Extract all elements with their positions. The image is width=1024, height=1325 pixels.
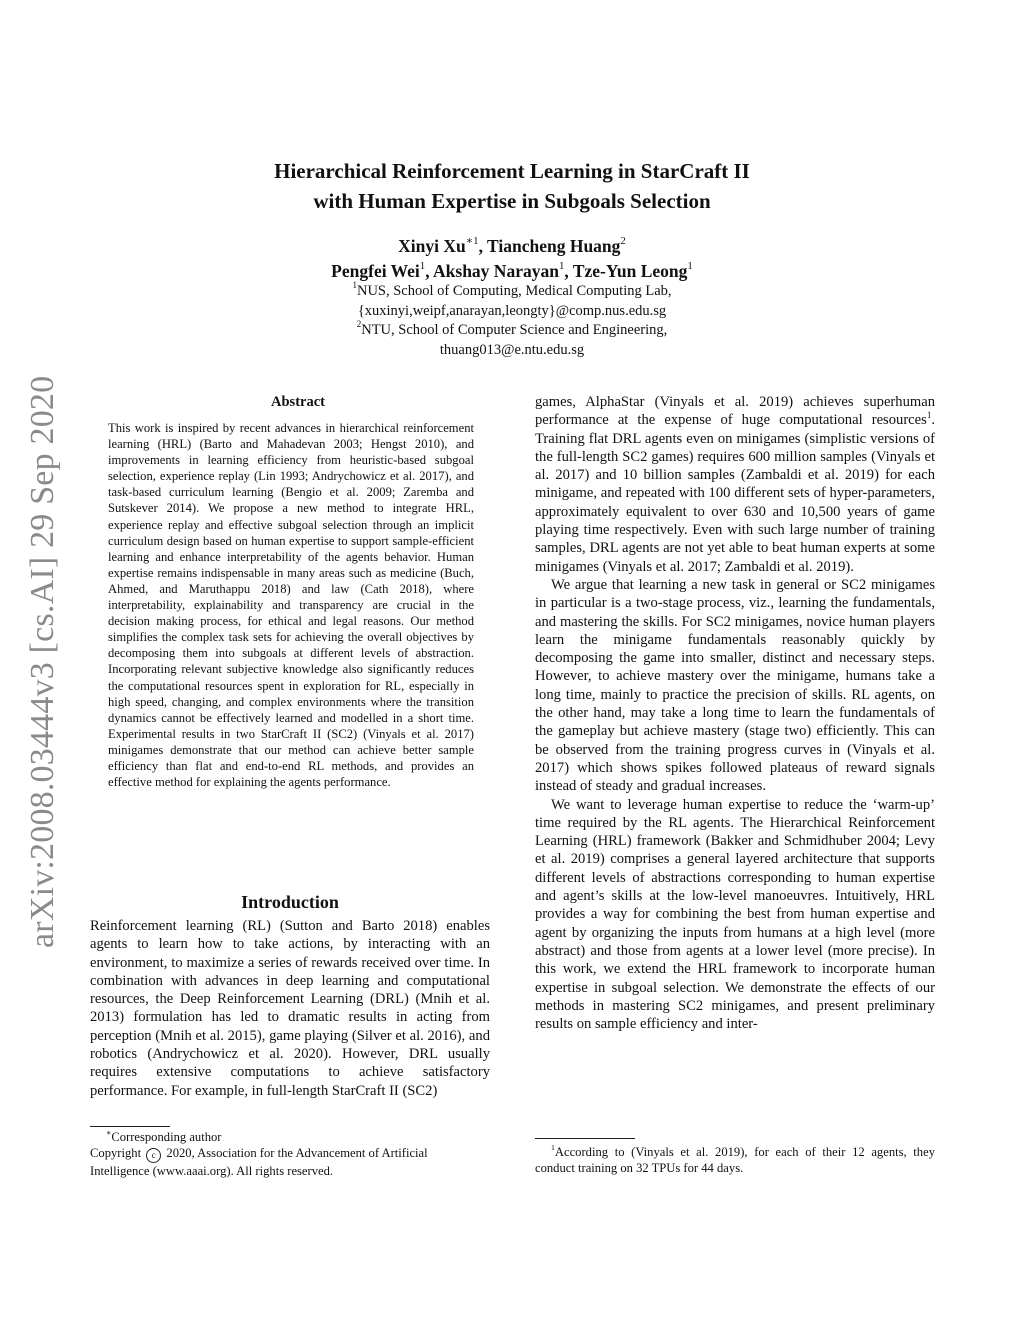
author-superscript: 1 bbox=[419, 260, 426, 273]
author-line-1: Xinyi $Xu^{∗1}$, Tiancheng Huang$^2$ bbox=[398, 235, 626, 256]
paper-title bbox=[90, 156, 934, 216]
author-superscript: 1 bbox=[558, 260, 565, 273]
abstract-heading: Abstract bbox=[271, 394, 325, 410]
title-line-2: with Human Expertise in Subgoals Selection bbox=[313, 189, 711, 213]
affiliation-superscript: 2 bbox=[356, 319, 362, 330]
affiliation-superscript: 1 bbox=[352, 280, 357, 291]
affiliations bbox=[90, 282, 934, 360]
paragraph: We argue that learning a new task in general or SC2 minigames in particular is a two-stage process, viz., learning the fundamentals, and mastering the skills. For SC2 minigames, novice human players learn the minigame fundamentals reasonably quickly by decomposing the game into smaller, distinct and necessary steps. However, to achieve mastery over the minigame, humans take a long time, mainly to practice the precision of skills. RL agents, on the other hand, may take a long time to learn the fundamentals of the gameplay but achieve mastery (stage two) efficiently. This can be observed from the training progress curves in (Vinyals et al. 2017) which shows spikes followed plateaus of reward signals instead of steady and gradual increases. bbox=[535, 576, 935, 795]
abstract-body: This work is inspired by recent advances in hierarchical reinforcement learning (HRL) (Barto and Mahadevan 2003; Hengst 2010), and improvements in learning efficiency from heuristic-based subgoal selection, experience replay (Lin 1993; Andrychowicz et al. 2017), and task-based curriculum learning (Bengio et al. 2009; Zaremba and Sutskever 2014). We propose a new method to integrate HRL, experience replay and effective subgoal selection through an implicit curriculum design based on human expertise to support sample-efficient learning and enhance interpretability of the agents behavior. Human expertise remains indispensable in many areas such as medicine (Buch, Ahmed, and Maruthappu 2018) and law (Cath 2018), where interpretability, explainability and transparency are crucial in the decision making process, for ethical and legal reasons. Our method simplifies the complex task sets for achieving the overall objectives by decomposing them into subgoals at different levels of abstraction. Incorporating relevant subjective knowledge also significantly reduces the computational resources spent in exploration for RL, especially in high speed, changing, and complex environments where the transition dynamics cannot be effectively learned and modelled in a short time. Experimental results in two StarCraft II (SC2) (Vinyals et al. 2017) minigames demonstrate that our method can achieve better sample efficiency than flat and end-to-end RL methods, and provides an effective method for explaining the agents performance. bbox=[108, 421, 474, 790]
paragraph: We want to leverage human expertise to reduce the ‘warm-up’ time required by the RL agents. The Hierarchical Reinforcement Learning (HRL) framework (Bakker and Schmidhuber 2004; Levy et al. 2019) comprises a general layered architecture that supports different levels of abstractions corresponding to human expertise and agent’s skills at the low-level manoeuvres. Intuitively, HRL provides a way for combining the best from human expertise and agent by organizing the inputs from humans at a high level (more abstract) and those from agents at a lower level (more precise). In this work, we extend the HRL framework to incorporate human expertise in subgoal selection. We demonstrate the effects of our methods in mastering SC2 minigames, and present preliminary results on sample efficiency and inter- bbox=[535, 796, 935, 1033]
copyright-notice: Copyright c 2020, Association for the Advancement of Artificial Intelligence (www.aaai.org). All rights reserved. bbox=[90, 1146, 428, 1178]
author-name: Xinyi Xu bbox=[398, 236, 466, 256]
title-line-1: Hierarchical Reinforcement Learning in StarCraft II bbox=[274, 159, 750, 183]
paragraph: Reinforcement learning (RL) (Sutton and Barto 2018) enables agents to learn how to take actions, by interacting with an environment, to maximize a series of rewards received over time. In combination with advances in deep learning and computational resources, the Deep Reinforcement Learning (DRL) (Mnih et al. 2013) formulation has led to dramatic results in acting from perception (Mnih et al. 2015), game playing (Silver et al. 2016), and robotics (Andrychowicz et al. 2020). However, DRL usually requires extensive computations to achieve satisfactory performance. For example, in full-length StarCraft II (SC2) bbox=[90, 918, 490, 1099]
footnote-mark: ∗ bbox=[106, 1128, 112, 1138]
author-superscript: 1 bbox=[687, 260, 693, 273]
footnote-divider bbox=[90, 1126, 170, 1127]
footnote-mark: 1 bbox=[926, 409, 932, 420]
email-2: thuang013@e.ntu.edu.sg bbox=[439, 341, 585, 358]
footnote-mark: 1 bbox=[551, 1143, 555, 1153]
author-name: Tze-Yun Leong bbox=[572, 261, 688, 281]
affiliation-1: $^1$NUS, School of Computing, Medical Computing Lab, bbox=[352, 280, 672, 299]
copyright-symbol-icon: c bbox=[146, 1148, 161, 1163]
introduction-heading: Introduction bbox=[241, 892, 339, 912]
author-line-2: Pengfei Wei$^1$, Akshay Narayan$^1$, Tze-Yun Leong$^1$ bbox=[331, 260, 693, 281]
footnote-divider bbox=[535, 1138, 635, 1139]
introduction-text-right bbox=[535, 393, 935, 1033]
author-superscript: ∗1 bbox=[465, 235, 479, 248]
introduction-text-left bbox=[90, 917, 490, 1100]
author-name: Akshay Narayan bbox=[433, 261, 559, 281]
author-name: Tiancheng Huang bbox=[487, 236, 621, 256]
affiliation-2: $^2$NTU, School of Computer Science and Engineering, bbox=[356, 319, 668, 338]
email-1: {xuxinyi,weipf,anarayan,leongty}@comp.nus.edu.sg bbox=[357, 302, 667, 319]
arxiv-identifier: arXiv:2008.03444v3 [cs.AI] 29 Sep 2020 bbox=[24, 375, 61, 948]
author-superscript: 2 bbox=[620, 235, 626, 248]
author-list bbox=[90, 234, 934, 284]
paragraph: games, AlphaStar (Vinyals et al. 2019) achieves superhuman performance at the expense of huge computational resources$^1$. Training flat DRL agents even on minigames (simplistic versions of the full-length SC2 games) requires 600 million samples (Vinyals et al. 2017) and 10 billion samples (Zambaldi et al. 2019) for each minigame, and repeated with 100 different sets of hyper-parameters, approximately equivalent to over 630 and 10,500 years of game playing time respectively. Even with such large number of training samples, DRL agents are not yet able to beat human experts at some minigames (Vinyals et al. 2017; Zambaldi et al. 2019). bbox=[535, 394, 935, 575]
footnote-corresponding: ∗Corresponding author bbox=[106, 1128, 222, 1144]
author-name: Pengfei Wei bbox=[331, 261, 420, 281]
footnote-1: $^1$According to (Vinyals et al. 2019), for each of their 12 agents, they conduct training on 32 TPUs for 44 days. bbox=[535, 1143, 935, 1175]
